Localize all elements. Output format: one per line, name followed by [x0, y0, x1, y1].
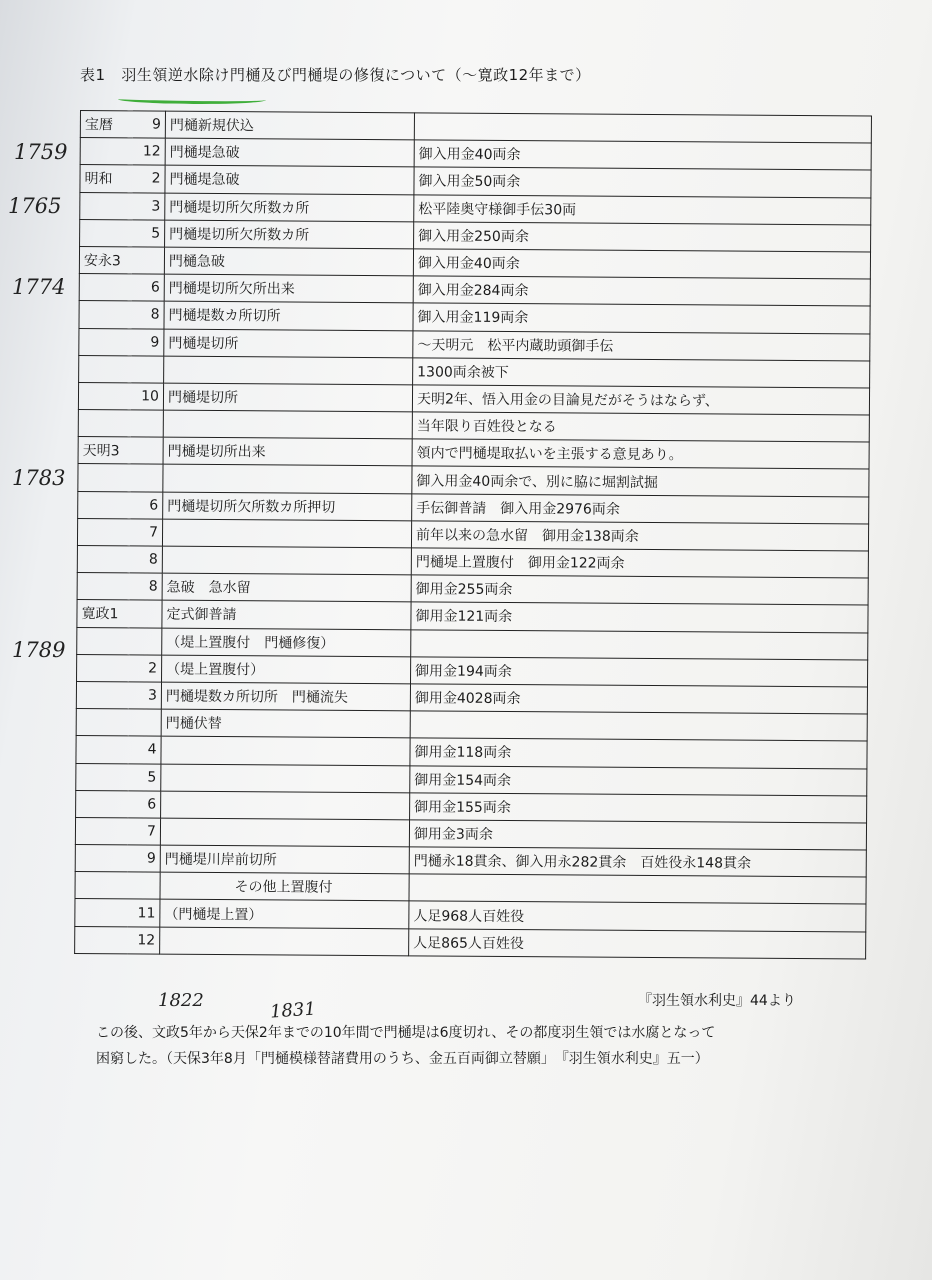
footnote-line-2: 困窮した。（天保3年8月「門樋模様替諸費用のうち、金五百両御立替願」 『羽生領水利史』五一） — [96, 1051, 709, 1067]
era-cell — [76, 681, 129, 709]
event-cell: 門樋堤急破 — [165, 138, 414, 167]
era-cell: 安永3 — [79, 246, 132, 274]
cost-cell: 門樋永18貫余、御入用永282貫余 百姓役永148貫余 — [409, 847, 866, 877]
cost-cell — [410, 711, 867, 741]
cost-cell: 御用金155両余 — [410, 793, 867, 823]
month-cell: 5 — [128, 763, 161, 790]
era-cell: 明和 — [80, 165, 133, 193]
cost-cell: 御入用金119両余 — [413, 303, 870, 333]
cost-cell: 当年限り百姓役となる — [412, 412, 869, 442]
event-cell: 門樋堤急破 — [165, 165, 414, 194]
era-cell — [76, 736, 129, 764]
month-cell — [131, 410, 164, 437]
era-cell — [76, 790, 129, 818]
event-cell: 門樋伏替 — [161, 709, 410, 738]
green-highlight-underline — [118, 94, 266, 106]
event-cell: 門樋堤切所欠所数カ所押切 — [163, 492, 412, 521]
handwritten-year-1759: 1759 — [14, 140, 68, 164]
handwritten-year-1774: 1774 — [12, 275, 66, 299]
event-cell — [162, 519, 411, 548]
cost-cell: 御用金4028両余 — [410, 684, 867, 714]
era-cell — [77, 518, 130, 546]
table-body — [75, 111, 872, 959]
event-cell — [161, 791, 410, 820]
cost-cell: 領内で門樋堤取払いを主張する意見あり。 — [412, 439, 869, 469]
era-cell — [76, 763, 129, 791]
cost-cell: 人足865人百姓役 — [409, 928, 866, 958]
footnote-line-1: この後、文政5年から天保2年までの10年間で門樋堤は6度切れ、その都度羽生領では水腐となって — [96, 1025, 716, 1041]
month-cell: 10 — [131, 383, 164, 410]
table-title — [80, 64, 591, 85]
handwritten-year-1822: 1822 — [158, 990, 204, 1011]
era-cell — [80, 138, 133, 166]
cost-cell: 御入用金50両余 — [414, 167, 871, 197]
event-cell: 門樋堤切所欠所数カ所 — [165, 193, 414, 222]
era-cell: 天明3 — [78, 437, 131, 465]
era-cell — [76, 709, 129, 737]
era-cell — [75, 926, 128, 954]
era-cell: 寛政1 — [77, 600, 130, 628]
footnote — [96, 1020, 715, 1072]
event-cell: 門樋堤切所欠所出来 — [164, 274, 413, 303]
event-cell: 門樋急破 — [164, 247, 413, 276]
month-cell — [132, 247, 165, 274]
month-cell — [129, 709, 162, 736]
month-cell: 3 — [129, 682, 162, 709]
cost-cell: 御入用金40両余 — [414, 140, 871, 170]
month-cell: 6 — [130, 491, 163, 518]
repair-history-table — [74, 110, 872, 959]
event-cell: 急破 急水留 — [162, 573, 411, 602]
month-cell: 8 — [130, 573, 163, 600]
event-cell: 門樋堤切所 — [163, 383, 412, 412]
event-cell — [163, 410, 412, 439]
event-cell: 門樋堤切所欠所数カ所 — [165, 220, 414, 249]
event-cell — [163, 465, 412, 494]
cost-cell — [409, 874, 866, 904]
cost-cell: 〜天明元 松平内蔵助頭御手伝 — [413, 330, 870, 360]
cost-cell: 御用金121両余 — [411, 602, 868, 632]
month-cell: 4 — [128, 736, 161, 763]
cost-cell: 御用金3両余 — [409, 820, 866, 850]
event-cell: 門樋堤切所出来 — [163, 437, 412, 466]
title-highlight: 羽生領逆水除け — [121, 66, 230, 84]
month-cell: 8 — [130, 546, 163, 573]
cost-cell: 前年以来の急水留 御用金138両余 — [411, 521, 868, 551]
month-cell — [129, 600, 162, 627]
cost-cell: 天明2年、悟入用金の目論見だがそうはならず、 — [412, 385, 869, 415]
era-cell — [75, 872, 128, 900]
month-cell: 12 — [133, 138, 166, 165]
era-cell — [80, 192, 133, 220]
event-cell — [161, 736, 410, 765]
cost-cell: 御用金118両余 — [410, 738, 867, 768]
era-cell — [78, 410, 131, 438]
month-cell: 12 — [127, 926, 160, 953]
event-cell: その他上置腹付 — [160, 872, 409, 901]
table-number: 表1 — [80, 66, 106, 84]
era-cell — [80, 219, 133, 247]
month-cell: 5 — [132, 220, 165, 247]
month-cell — [127, 872, 160, 899]
month-cell: 7 — [128, 818, 161, 845]
month-cell — [131, 356, 164, 383]
era-cell — [75, 817, 128, 845]
month-cell — [129, 627, 162, 654]
month-cell: 9 — [128, 845, 161, 872]
title-rest: 門樋及び門樋堤の修復について（〜寛政12年まで） — [229, 66, 591, 84]
cost-cell: 御入用金40両余で、別に脇に堀割試掘 — [412, 466, 869, 496]
era-cell — [78, 382, 131, 410]
era-cell — [79, 328, 132, 356]
month-cell: 2 — [132, 165, 165, 192]
event-cell: 門樋堤川岸前切所 — [160, 845, 409, 874]
handwritten-year-1765: 1765 — [8, 194, 62, 218]
era-cell — [78, 491, 131, 519]
cost-cell: 松平陸奥守様御手伝30両 — [414, 194, 871, 224]
event-cell: 門樋堤数カ所切所 門樋流失 — [161, 682, 410, 711]
cost-cell: 御入用金250両余 — [414, 222, 871, 252]
event-cell: 定式御普請 — [162, 600, 411, 629]
handwritten-year-1783: 1783 — [12, 466, 66, 490]
cost-cell — [411, 629, 868, 659]
era-cell: 宝暦 — [80, 111, 133, 139]
cost-cell: 人足968人百姓役 — [409, 901, 866, 931]
era-cell — [79, 301, 132, 329]
cost-cell: 1300両余被下 — [413, 358, 870, 388]
cost-cell: 御用金194両余 — [411, 657, 868, 687]
event-cell: （門樋堤上置） — [160, 900, 409, 929]
event-cell: 門樋堤切所 — [164, 329, 413, 358]
era-cell — [79, 274, 132, 302]
era-cell — [77, 545, 130, 573]
era-cell — [79, 355, 132, 383]
month-cell — [131, 437, 164, 464]
cost-cell: 手伝御普請 御入用金2976両余 — [412, 493, 869, 523]
era-cell — [77, 654, 130, 682]
era-cell — [77, 627, 130, 655]
month-cell: 3 — [132, 192, 165, 219]
event-cell: 門樋新規伏込 — [165, 111, 414, 140]
month-cell: 6 — [132, 274, 165, 301]
cost-cell: 御入用金40両余 — [413, 249, 870, 279]
month-cell: 8 — [131, 301, 164, 328]
event-cell — [161, 764, 410, 793]
era-cell — [78, 464, 131, 492]
cost-cell: 門樋堤上置腹付 御用金122両余 — [411, 548, 868, 578]
month-cell: 7 — [130, 519, 163, 546]
event-cell — [164, 356, 413, 385]
month-cell — [130, 464, 163, 491]
era-cell — [75, 899, 128, 927]
month-cell: 11 — [127, 899, 160, 926]
month-cell: 9 — [133, 111, 166, 138]
event-cell: 門樋堤数カ所切所 — [164, 301, 413, 330]
cost-cell: 御用金255両余 — [411, 575, 868, 605]
handwritten-year-1831: 1831 — [269, 998, 317, 1023]
cost-cell: 御用金154両余 — [410, 765, 867, 795]
month-cell: 6 — [128, 791, 161, 818]
event-cell — [162, 546, 411, 575]
table-row — [75, 926, 866, 959]
era-cell — [77, 573, 130, 601]
source-citation: 『羽生領水利史』44より — [638, 993, 796, 1009]
handwritten-year-1789: 1789 — [12, 638, 66, 662]
cost-cell — [414, 113, 871, 143]
month-cell: 2 — [129, 655, 162, 682]
event-cell: （堤上置腹付） — [162, 655, 411, 684]
cost-cell: 御入用金284両余 — [413, 276, 870, 306]
month-cell: 9 — [131, 328, 164, 355]
era-cell — [75, 845, 128, 873]
event-cell — [160, 818, 409, 847]
event-cell: （堤上置腹付 門樋修復） — [162, 628, 411, 657]
event-cell — [160, 927, 409, 956]
